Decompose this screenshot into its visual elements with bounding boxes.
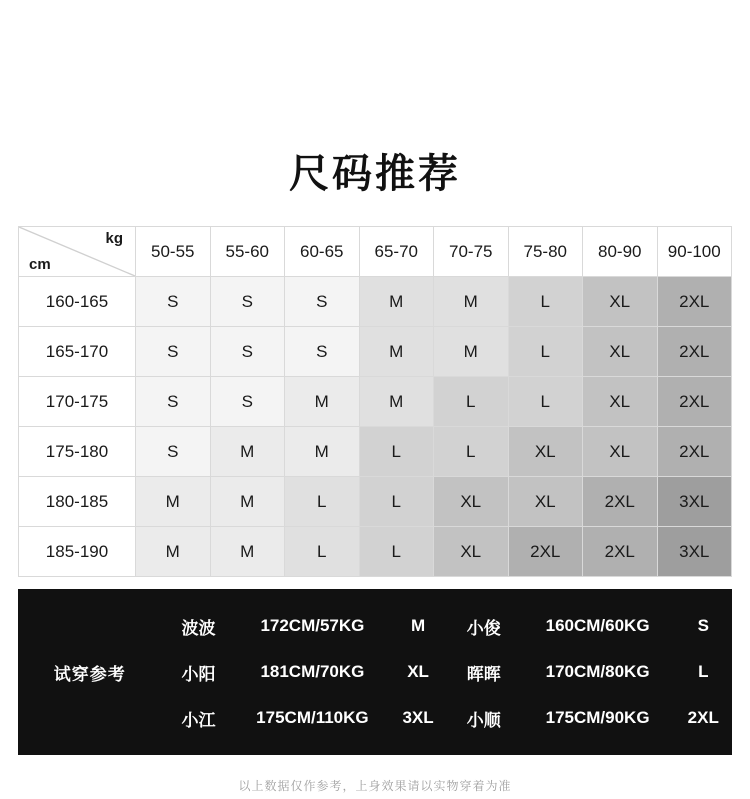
size-cell: 2XL — [657, 377, 732, 427]
weight-col-header: 90-100 — [657, 227, 732, 277]
model-name: 小俊 — [466, 618, 501, 638]
weight-col-header: 50-55 — [136, 227, 211, 277]
model-name: 小顺 — [466, 710, 501, 730]
size-cell: M — [359, 327, 434, 377]
size-cell: S — [210, 377, 285, 427]
model-size: 3XL — [402, 708, 434, 727]
model-size: XL — [407, 662, 429, 681]
size-cell: M — [359, 277, 434, 327]
model-name: 小阳 — [181, 664, 216, 684]
weight-col-header: 65-70 — [359, 227, 434, 277]
size-table-header-row — [19, 227, 732, 277]
model-spec: 170CM/80KG — [545, 662, 650, 681]
axis-corner-cell — [19, 227, 136, 277]
size-table-wrap — [18, 226, 732, 577]
size-cell: L — [359, 427, 434, 477]
model-name: 晖晖 — [466, 664, 501, 684]
size-cell: M — [210, 427, 285, 477]
size-table-body — [19, 277, 732, 577]
size-cell: XL — [508, 477, 583, 527]
table-row — [19, 477, 732, 527]
size-cell: L — [508, 377, 583, 427]
size-cell: 2XL — [657, 427, 732, 477]
table-row — [19, 527, 732, 577]
size-cell: XL — [508, 427, 583, 477]
size-cell: L — [508, 327, 583, 377]
size-cell: 2XL — [508, 527, 583, 577]
list-item — [18, 603, 732, 649]
height-row-header: 160-165 — [19, 277, 136, 327]
model-spec: 181CM/70KG — [260, 662, 365, 681]
model-size: M — [410, 616, 426, 635]
tryon-table-body — [18, 603, 732, 741]
size-cell: S — [285, 277, 360, 327]
size-cell: S — [136, 327, 211, 377]
weight-col-header: 60-65 — [285, 227, 360, 277]
size-cell: M — [210, 477, 285, 527]
size-cell: XL — [434, 477, 509, 527]
size-cell: M — [285, 377, 360, 427]
table-row — [19, 377, 732, 427]
table-row — [19, 327, 732, 377]
size-cell: 3XL — [657, 527, 732, 577]
model-size: 2XL — [687, 708, 719, 727]
size-cell: M — [359, 377, 434, 427]
size-cell: S — [136, 427, 211, 477]
weight-col-header: 75-80 — [508, 227, 583, 277]
model-spec: 172CM/57KG — [260, 616, 365, 635]
footer-note: 以上数据仅作参考，上身效果请以实物穿着为准 — [238, 779, 512, 793]
size-cell: M — [434, 327, 509, 377]
weight-axis-label: kg — [105, 230, 123, 247]
size-table-head — [19, 227, 732, 277]
size-cell: L — [508, 277, 583, 327]
size-cell: XL — [434, 527, 509, 577]
tryon-reference-block — [18, 589, 732, 755]
size-cell: L — [285, 477, 360, 527]
page-title: 尺码推荐 — [289, 152, 461, 196]
size-cell: M — [136, 477, 211, 527]
size-cell: M — [210, 527, 285, 577]
size-cell: L — [434, 377, 509, 427]
model-name: 波波 — [181, 618, 216, 638]
size-cell: S — [210, 277, 285, 327]
size-cell: L — [359, 527, 434, 577]
size-cell: L — [434, 427, 509, 477]
model-name: 小江 — [181, 710, 216, 730]
size-cell: M — [434, 277, 509, 327]
height-row-header: 185-190 — [19, 527, 136, 577]
height-row-header: 170-175 — [19, 377, 136, 427]
size-cell: 2XL — [583, 477, 658, 527]
model-spec: 175CM/90KG — [545, 708, 650, 727]
tryon-table — [18, 603, 732, 741]
size-cell: 2XL — [657, 327, 732, 377]
size-cell: M — [285, 427, 360, 477]
size-cell: 2XL — [583, 527, 658, 577]
model-spec: 160CM/60KG — [545, 616, 650, 635]
size-cell: XL — [583, 327, 658, 377]
size-cell: L — [285, 527, 360, 577]
size-cell: L — [359, 477, 434, 527]
size-cell: XL — [583, 427, 658, 477]
size-cell: M — [136, 527, 211, 577]
tryon-label: 试穿参考 — [53, 664, 126, 684]
weight-col-header: 80-90 — [583, 227, 658, 277]
weight-col-header: 55-60 — [210, 227, 285, 277]
size-cell: XL — [583, 277, 658, 327]
size-cell: XL — [583, 377, 658, 427]
model-spec: 175CM/110KG — [256, 708, 369, 727]
size-cell: 3XL — [657, 477, 732, 527]
height-row-header: 165-170 — [19, 327, 136, 377]
size-cell: S — [136, 277, 211, 327]
size-cell: S — [136, 377, 211, 427]
size-cell: S — [210, 327, 285, 377]
table-row — [19, 277, 732, 327]
weight-col-header: 70-75 — [434, 227, 509, 277]
model-size: S — [697, 616, 709, 635]
height-axis-label: cm — [29, 256, 51, 273]
height-row-header: 175-180 — [19, 427, 136, 477]
size-table — [18, 226, 732, 577]
size-cell: 2XL — [657, 277, 732, 327]
height-row-header: 180-185 — [19, 477, 136, 527]
model-size: L — [698, 662, 709, 681]
table-row — [19, 427, 732, 477]
size-cell: S — [285, 327, 360, 377]
